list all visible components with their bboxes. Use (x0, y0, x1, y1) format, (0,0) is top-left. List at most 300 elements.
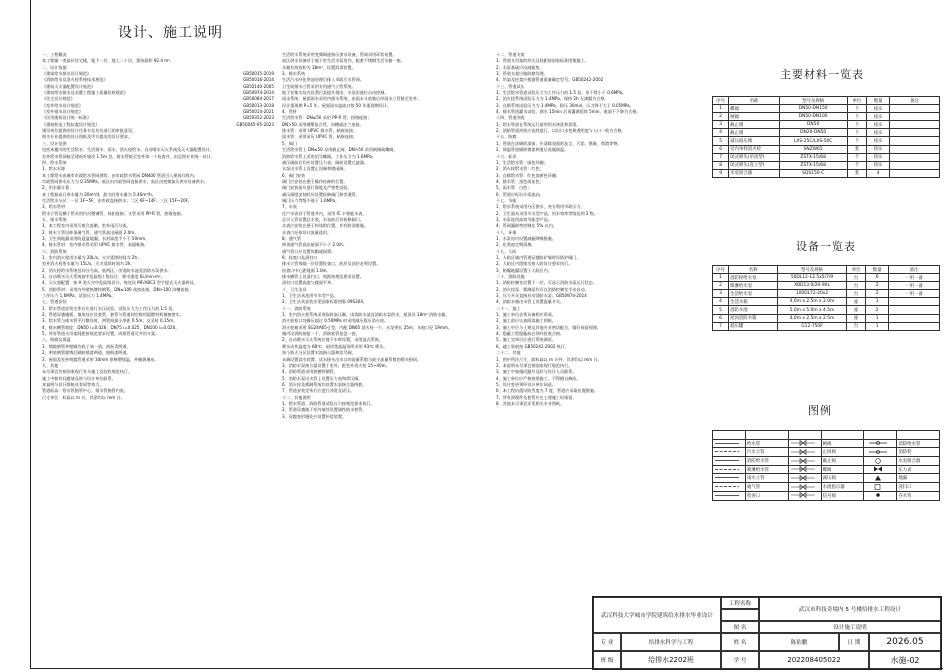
note-line: 1、给水管道安装完毕后应进行水压试验，试验压力为工作压力的 1.5 倍。 (42, 305, 177, 311)
table-cell: 按实 (867, 113, 890, 121)
legend-symbol (713, 448, 746, 457)
table-cell: 5 (713, 306, 729, 314)
equipment-title: 设备一览表 (796, 240, 856, 253)
note-line: 6、消火栓及喷淋系统均设置水泵接合器两套。 (282, 381, 367, 387)
table-cell: 3 (713, 290, 729, 298)
note-line: 2、明装钢管除锈后刷防锈漆两道，银粉漆两道。 (42, 350, 131, 356)
materials-title: 主要材料一览表 (780, 68, 864, 81)
standard-code: GB50016-2014 (243, 77, 274, 83)
legend-symbol (788, 483, 821, 492)
note-line: 7、水表 (282, 204, 297, 210)
table-cell: 屋顶消防水箱 (729, 314, 778, 322)
table-header: 序号 (713, 266, 729, 274)
legend-label: 雨水立管 (746, 474, 789, 483)
table-cell: 按实 (867, 145, 890, 153)
note-line: 十三、管道试压 (496, 83, 525, 89)
note-line: 6、管道应标识介质流向。 (496, 191, 544, 197)
note-line: 水箱有效容积为 18m³，设置消毒装置。 (282, 64, 356, 70)
note-line: 4、消防水箱出水管上设置流量开关。 (496, 299, 565, 305)
note-line: 3、给水管材 (42, 204, 66, 210)
table-cell: 按实 (867, 153, 890, 161)
table-cell: 按实 (867, 129, 890, 137)
note-line: 水泵出水管上设置止回阀和缓闭阀。 (282, 166, 348, 172)
title-block (592, 596, 942, 670)
note-line: 排水立管每隔一层设置检查口，底层及顶层必须设置。 (282, 261, 381, 267)
table-header: 型号及规格 (779, 97, 847, 105)
note-line: 5、消防管材：采用内外壁热镀锌钢管，DN≤100 丝扣连接，DN>100 沟槽连接。 (42, 286, 193, 292)
table-cell (890, 129, 940, 137)
note-text: 《建筑机电工程抗震设计规范》 (42, 121, 100, 127)
table-cell: 5.0m x 5.0m x 4.5m (778, 306, 847, 314)
page-title: 设计、施工说明 (118, 25, 223, 41)
sheet-number: 水施-02 (869, 651, 941, 669)
table-header: 型号及规格 (778, 266, 847, 274)
table-header: 序号 (713, 97, 729, 105)
table-header: 单位 (847, 97, 867, 105)
legend-label: 地漏 (897, 474, 940, 483)
table-cell: 50DL12-12.5x5/7/9 (778, 274, 847, 282)
note-line: 4、管网漏损率控制在 5% 以内。 (496, 223, 557, 229)
table-cell: 个 (847, 105, 867, 113)
table-row (713, 290, 940, 298)
table-cell: 一用一备 (889, 290, 940, 298)
note-line: 1、人防区域内管道穿越防护墙时设防护阀门。 (496, 255, 581, 260)
note-line: 4、排水管材：室内排水管采用 UPVC 排水管，承插粘接。 (42, 242, 149, 248)
table-cell (889, 298, 940, 306)
legend-row (713, 439, 940, 448)
note-line: DN>50 采用钢塑复合管，沟槽或法兰连接。 (282, 121, 364, 127)
note-line: 阀门应安装在便于操作检修的位置。 (282, 178, 348, 184)
note-line: 水表应安装在便于抄读的位置，并有防冻措施。 (282, 223, 368, 229)
standard-code: GB50015-2019 (243, 71, 274, 77)
legend-symbol (788, 474, 821, 483)
note-text: 《建筑灭火器配置设计规范》 (42, 83, 96, 89)
legend-symbol (864, 448, 897, 457)
note-line: 4、吊架及托架应根据管道重量确定型号。GB50242-2002 (496, 77, 604, 83)
table-cell: 闭式喷头(直立型) (729, 161, 779, 169)
table-cell: 消防栓给水泵 (729, 274, 778, 282)
table-cell: 2 (866, 306, 889, 314)
note-line: 十六、标识 (496, 153, 517, 159)
table-row (713, 282, 940, 290)
table-cell: 生活水箱 (729, 298, 778, 306)
legend-symbol (864, 491, 897, 500)
table-cell: DN50-DN100 (779, 113, 847, 121)
table-cell: 一用一备 (889, 274, 940, 282)
table-cell: ZSTX-15/68 (779, 153, 847, 161)
table-cell: 7 (713, 153, 729, 161)
standard-code: GB50140-2005 (243, 83, 274, 89)
table-cell: G12-750F (778, 322, 847, 330)
note-line: 清扫口设置高度与楼面平齐。 (282, 280, 336, 286)
note-line: 3、自动喷水灭火系统按中危险级 I 级设计，喷水强度 6L/min·m²。 (42, 274, 165, 280)
legend-header (713, 431, 746, 440)
table-cell: 个 (847, 137, 867, 145)
name-label: 姓 名 (721, 633, 759, 651)
note-line: 减压阀组安装时应设置检修阀门和旁通管。 (282, 191, 360, 197)
note-line: 包括本楼内的生活给水、生活排水、雨水、消火栓给水、自动喷水灭火系统及灭火器配置设计。 (42, 147, 214, 153)
note-line: 1、管道支吊架的形式及间距按国家标准图集施工。 (496, 58, 589, 64)
note-line: 检查口中心距地面 1.0m。 (282, 267, 331, 273)
note-line: 4、排水横管坡度：DN50 i=0.026，DN75 i=0.025，DN100 i=0.020。 (42, 324, 180, 330)
table-row (713, 169, 940, 177)
note-line: 阀门安装前应进行强度及严密性试验。 (282, 185, 352, 191)
note-line: 4、施工单位应严格按图施工，不得擅自修改。 (496, 375, 581, 381)
note-line: 雨水系统：屋面雨水采用内排水系统，由雨水斗收集后经雨水立管排至室外。 (282, 96, 422, 102)
note-line: 施工中如有问题请及时与设计单位联系。 (42, 375, 116, 381)
date-value: 2026.05 (869, 633, 941, 651)
note-line: 设计重现期 P=5 年，屋面雨水溢流口按 50 年重现期设计。 (282, 102, 391, 108)
table-row (713, 105, 940, 113)
table-cell: 4 (713, 298, 729, 306)
legend-label: 给水管 (746, 439, 789, 448)
table-cell: 水泵接合器 (729, 169, 779, 177)
notes-column-1 (42, 52, 274, 401)
note-line: 3、施工中应与土建及其他专业密切配合，做好预留预埋。 (496, 324, 601, 330)
note-line: 2、施工前应认真阅读施工图纸。 (496, 318, 556, 324)
equipment-table (712, 265, 940, 331)
note-line: 2、消火栓系统试验压力为 1.4MPa，保持 2h 无渗漏为合格。 (496, 96, 609, 102)
notes-column-3 (496, 52, 706, 407)
note-line: 1、水泵房内设置减振降噪措施。 (496, 235, 556, 241)
table-cell: 7 (713, 322, 729, 330)
note-line: 建设单位提供的设计任务书及有关部门的审批意见； (42, 128, 137, 134)
note-line: 3、管道支架应做防腐处理。 (496, 71, 548, 77)
note-line: 生活给水管：DN≤50 采用 PP-R 管，热熔连接； (282, 115, 372, 121)
note-line: 8、通气管 (282, 235, 301, 241)
note-line: 十八、环保 (496, 229, 517, 235)
table-cell: 室内单栓消火栓 (729, 145, 779, 153)
note-line: 2、化粪池定期清掏。 (496, 242, 536, 248)
table-cell: 个 (847, 153, 867, 161)
table-cell: 减压稳压阀 (729, 137, 779, 145)
note-line: 地下室集水坑内设潜污泵提升排出，水泵由液位自动控制。 (282, 90, 389, 96)
note-line: 5、消防水泵出水管上设置压力表和泄压阀。 (282, 375, 363, 381)
note-line: 3、消防水泵接合器设置于室外，距室外消火栓 15~40m。 (282, 362, 390, 368)
legend-label: 蝶阀 (821, 465, 864, 474)
table-cell: 台 (846, 282, 865, 290)
legend-label: 信号阀 (821, 491, 864, 500)
table-cell: 个 (847, 113, 867, 121)
note-line: 1、室内消火栓用水量为 20L/s，火灾延续时间为 2h； (42, 255, 142, 260)
table-cell: 套 (847, 145, 867, 153)
note-line: 通气管口应设置风帽或网罩。 (282, 248, 336, 254)
legend-label: 水流指示器 (821, 483, 864, 492)
legend-symbol (788, 439, 821, 448)
table-cell (889, 306, 940, 314)
note-line: 2、本说明未尽事宜按国家现行规范执行。 (496, 362, 573, 368)
table-cell: 4.0m x 2.5m x 2.0m (778, 298, 847, 306)
note-line: 2、自动喷水灭火系统在地下车库设置，采用湿式系统。 (282, 337, 383, 343)
legend-symbol (788, 491, 821, 500)
table-cell: 3 (713, 121, 729, 129)
note-line: 2、人防区内给排水按人防设计要求执行。 (496, 261, 573, 267)
table-cell (890, 137, 940, 145)
legend-label: 压力表 (897, 465, 940, 474)
table-cell: 个 (847, 121, 867, 129)
legend-symbol (864, 439, 897, 448)
legend-label: 消防栓 (897, 448, 940, 457)
table-cell: 座 (846, 314, 865, 322)
note-line: 1、管道在涂刷底漆前，应清除表面的灰尘、污垢、锈斑、焊渣等物。 (496, 140, 622, 146)
class-value: 给排水2202班 (621, 651, 721, 669)
note-line: 排水管：采用 UPVC 排水管，粘接连接。 (282, 128, 358, 134)
legend-symbol (713, 491, 746, 500)
note-line: 十二、其他说明 (282, 394, 311, 400)
table-cell: 按实 (867, 161, 890, 169)
note-line: 十、卫生洁具 (282, 286, 307, 292)
note-line: 给水立管及横干管采用内衬塑钢管，丝扣连接；支管采用 PP-R 管，热熔连接。 (42, 210, 185, 216)
note-line: 相关专业提供的设计图纸及甲方提出的设计要求。 (42, 134, 133, 140)
table-header: 备注 (889, 266, 940, 274)
note-line: 二十二、其他 (496, 350, 521, 356)
note-line: 住户水表设于管道井内，采用 IC 卡智能水表。 (282, 210, 367, 216)
materials-table (712, 96, 940, 178)
note-line: 4、隐蔽工程隐蔽前必须经验收合格。 (496, 331, 565, 337)
note-line: 三、设计范围 (42, 140, 67, 146)
note-line: 七、管道安装 (42, 299, 67, 305)
dept-label: 专 业 (593, 633, 621, 651)
note-line: 5、所有管道支吊架间距按规范要求设置，成排管道可共用支架。 (42, 331, 160, 337)
legend-symbol (864, 474, 897, 483)
table-cell: 4 (867, 169, 890, 177)
date-label: 日 期 (839, 633, 869, 651)
note-line: 室外消火栓用水量为 15L/s，火灾延续时间为 2h。 (42, 261, 135, 267)
note-line: 4、灭火器配置：按 A 类火灾中危险级设计，每处设 MF/ABC3 型手提式灭火器两具。 (42, 280, 198, 286)
legend-label: 减压阀 (821, 474, 864, 483)
note-line: 十二、管道支架 (496, 52, 525, 57)
table-cell: SNZW65 (779, 145, 847, 153)
note-line: 未尽事宜均按国家现行有关施工及验收规范执行。 (42, 369, 133, 375)
table-cell: ZSTX-15/68 (779, 161, 847, 169)
table-header: 数量 (867, 97, 890, 105)
note-line: 十一、消防系统 (282, 305, 311, 311)
note-line: 6、阀门安装 (282, 172, 306, 178)
note-line: 本工程属一类高层住宅楼，地下一层，地上二十层，建筑面积 92.4 m²。 (42, 58, 174, 64)
note-line: 2、卫生洁具安装详见国家标准图集 09S304。 (282, 299, 368, 305)
table-cell: 4 (713, 129, 729, 137)
note-line: 2、保温管道刷防锈漆两道后再做保温。 (496, 147, 569, 153)
note-line: 六、消防系统 (42, 248, 67, 254)
name-value: 陈佑鹏 (759, 633, 839, 651)
table-cell (889, 322, 940, 330)
note-line: 4、排水管：黑色或灰色； (496, 178, 544, 184)
table-cell: 套 (847, 169, 867, 177)
legend-symbol (864, 465, 897, 474)
legend-header (788, 431, 821, 440)
table-cell: 1 (866, 322, 889, 330)
table-cell: LXS-25C/LXS-50C (779, 137, 847, 145)
school-name: 武汉科技大学城市学院建筑给水排水毕业设计 (593, 597, 721, 633)
note-text: 《室外排水设计规范》 (42, 109, 83, 115)
note-line: 7、所有预埋件及套管应在土建施工时预留。 (496, 394, 577, 400)
note-line: 生活给水分区：一区 1F~5F，由市政直接供水；二区 6F~14F；三区 15F~20F。 (42, 197, 193, 203)
table-cell: 6 (866, 274, 889, 282)
legend-symbol (713, 457, 746, 466)
note-text: 《消防给水及消火栓系统技术规范》 (42, 77, 108, 83)
table-cell: XBD13.0/20-90L (778, 282, 847, 290)
note-line: 3、水泵选用高效节能型产品。 (496, 216, 552, 222)
legend-table (712, 430, 940, 501)
table-cell: DN50 (779, 121, 847, 129)
legend-symbol (864, 457, 897, 466)
table-cell: 2 (713, 282, 729, 290)
note-line: 十九、人防 (496, 248, 517, 254)
table-cell: 截止阀 (729, 121, 779, 129)
table-cell (890, 169, 940, 177)
drawing-label: 图 名 (721, 621, 759, 633)
note-line: 3、穿越变形缝处应设置补偿装置。 (282, 413, 347, 419)
table-cell: 台 (846, 322, 865, 330)
table-cell: 闭式喷头(吊顶型) (729, 153, 779, 161)
project-name: 武汉市科技奇境内 5 号楼给排水工程设计 (759, 597, 941, 621)
table-cell (890, 145, 940, 153)
table-cell: 1 (713, 105, 729, 113)
note-line: 2、水泵基础应设减振垫。 (496, 64, 544, 70)
legend-label: 水泵接合器 (897, 457, 940, 466)
table-row (713, 121, 940, 129)
legend-label: 喷淋给水管 (746, 465, 789, 474)
standard-code: GB50352-2023 (243, 115, 274, 121)
note-line: 3、施工中如遇问题应及时与设计人员联系。 (496, 369, 577, 375)
note-line: 消防给水管上采用信号蝶阀，工作压力为 1.6MPa。 (282, 153, 376, 159)
note-line: 4、管材 (282, 109, 297, 115)
standard-code: GB50045-95-2023 (236, 121, 274, 127)
table-row (713, 113, 940, 121)
drawing-name: 设计施工说明 (759, 621, 941, 633)
note-line: 末端设置试水装置，试水接头出水口的流量系数与最小流量系数的喷头相同。 (282, 356, 422, 362)
table-cell: 2 (866, 282, 889, 290)
table-cell: 台 (846, 290, 865, 298)
table-cell: 按实 (867, 121, 890, 129)
table-cell: 蝶阀 (729, 105, 779, 113)
legend-symbol (713, 465, 746, 474)
legend-row (713, 448, 940, 457)
note-line: 二十一、施工 (496, 305, 521, 311)
table-cell: 按实 (867, 105, 890, 113)
table-cell: 2 (866, 290, 889, 298)
table-row (713, 145, 940, 153)
note-line: 四、给水系统 (42, 159, 67, 165)
table-cell: 8 (713, 161, 729, 169)
note-line: 1、给水管道、消防管道试验压力按规范要求执行。 (282, 400, 375, 406)
note-line: 十四、管道冲洗 (496, 115, 525, 121)
table-cell: 按实 (867, 137, 890, 145)
table-cell (890, 153, 940, 161)
legend-label: 存水弯 (897, 491, 940, 500)
table-cell (890, 121, 940, 129)
table-header: 名称 (729, 266, 778, 274)
table-row (713, 306, 940, 314)
legend-symbol (788, 457, 821, 466)
table-cell: 一用一备 (889, 282, 940, 290)
legend-label: 检查口 (746, 491, 789, 500)
table-cell: 6 (713, 145, 729, 153)
note-line: 6、本工程抗震设防烈度为 7 度，管道应采取抗震措施。 (496, 388, 598, 394)
note-line: 消火栓箱采用 SG24A65-J 型，内配 DN65 消火栓一个，水龙带长 25m，水枪口径 19mm。 (282, 324, 452, 330)
note-line: 阀门压力等级不低于 1.6MPa。 (282, 197, 340, 203)
table-cell: 1 (866, 314, 889, 322)
table-cell: 5 (713, 137, 729, 145)
table-cell: 2 (713, 113, 729, 121)
note-line: 2、卫生器具采用节水型产品，用水效率等级达到 2 级。 (496, 210, 598, 216)
note-line: 伸顶通气管高出屋面不小于 2.0m。 (282, 242, 348, 248)
table-cell: 6 (713, 314, 729, 322)
legend-label: 截止阀 (821, 457, 864, 466)
note-line: 5、施工完毕后应进行系统调试。 (496, 337, 556, 343)
table-cell: 台 (846, 274, 865, 282)
note-line: 1、图中所注尺寸，除标高以 m 计外，其余均以 mm 计。 (496, 356, 602, 362)
no-label: 学 号 (721, 651, 759, 669)
table-header: 备注 (890, 97, 940, 105)
table-cell (890, 161, 940, 169)
table-cell: 消防水池 (729, 306, 778, 314)
legend-header (897, 431, 940, 440)
note-line: 排水横管上设清扫口，间距按规范要求设置。 (282, 274, 364, 280)
note-line: 2、消火栓给水系统竖向分为高、低两区，由消防水池及消防水泵供水。 (42, 267, 172, 273)
table-row (713, 274, 940, 282)
note-line: 消火栓栓口处静压超过 0.50MPa 时采用减压稳压消火栓。 (282, 318, 389, 324)
table-cell: DN20-DN50 (779, 129, 847, 137)
note-line: 尺寸单位：标高以 m 计，其余均以 mm 计。 (42, 394, 125, 400)
note-line: 3、压力开关直接启动消防水泵。GB50974-2014 (496, 293, 587, 299)
standard-code: GB50974-2014 (243, 90, 274, 96)
note-line: 3、卫生间地漏采用防返溢地漏，水封高度不小于 50mm。 (42, 235, 150, 241)
note-text: 《住宅设计规范》 (42, 96, 75, 102)
legend-row (713, 474, 940, 483)
note-line: 每个防火分区设置水流指示器和信号阀。 (282, 350, 356, 356)
note-line: 十七、节能 (496, 197, 517, 203)
table-cell: 100DL72-20x2 (778, 290, 847, 298)
legend-symbol (713, 474, 746, 483)
note-text: 《室外给水设计规范》 (42, 102, 83, 108)
table-cell: 生活给水泵 (729, 290, 778, 298)
note-text: 《建筑给水排水设计规范》 (42, 71, 92, 77)
table-cell: 个 (847, 129, 867, 137)
note-line: 市政管网供水压力为 0.35MPa，低区由市政管网直接供水，高区由变频加压供水设备供水。 (42, 178, 209, 184)
table-cell: 1 (866, 298, 889, 306)
note-line: 4、消防管道采用热镀锌钢管。 (282, 369, 338, 375)
table-row (713, 322, 940, 330)
note-line: 1、本工程室内采用污废合流制，室外雨污分流。 (42, 223, 131, 229)
table-row (713, 161, 940, 169)
note-line: 1、消防控制室设置于一层，可显示消防水泵运行状态。 (496, 280, 597, 286)
class-label: 班 级 (593, 651, 621, 669)
note-line: 1、卫生洁具选用节水型产品。 (282, 293, 338, 299)
note-line: 本工程最高日用水量为 20m³/d，最大时用水量为 5.46m³/h。 (42, 191, 156, 197)
note-line: 箱内设消防按钮一个，消防软管卷盘一套。 (282, 331, 360, 337)
note-text: 《民用建筑设计统一标准》 (42, 115, 92, 121)
legend-label: 污水立管 (746, 448, 789, 457)
legend-header (746, 431, 789, 440)
table-row (713, 153, 940, 161)
no-value: 202208405022 (759, 651, 869, 669)
note-line: 卫生间排水立管采用专用通气立管系统。 (282, 83, 356, 89)
legend-label: 消防给水管 (897, 439, 940, 448)
table-cell: 截止阀 (729, 129, 779, 137)
note-line: 9、检查口及清扫口 (282, 255, 318, 260)
note-line: 3、排水系统 (282, 71, 306, 77)
note-line: 4、排水管道灌水试验，满水 15min 后再灌满延续 5min，液面不下降为合格。 (496, 109, 641, 115)
note-line: 7、管道安装完毕后应进行冲洗及试压。 (282, 388, 355, 394)
legend-row (713, 491, 940, 500)
table-row (713, 314, 940, 322)
legend-label: 消防给水管 (746, 457, 789, 466)
note-line: 2、消火栓泵、喷淋泵均可在消防控制室手动启动。 (496, 286, 589, 292)
note-line: 2、排水立管设伸顶通气管，通气管高出屋面 2.0m。 (42, 229, 139, 235)
dept-value: 给排水科学与工程 (621, 633, 721, 651)
note-line: 1、生活给水管道试验压力为工作压力的 1.5 倍，但不得小于 0.6MPa。 (496, 90, 627, 96)
